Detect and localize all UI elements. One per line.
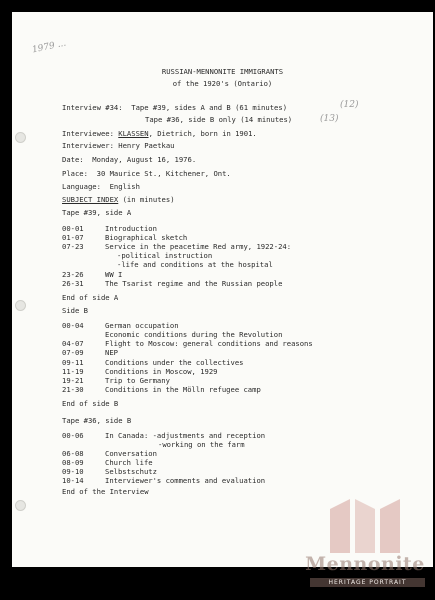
place-line: Place: 30 Maurice St., Kitchener, Ont. — [62, 169, 231, 178]
time-code: 23-26 — [62, 270, 84, 279]
date-line: Date: Monday, August 16, 1976. — [62, 155, 197, 164]
document-title: RUSSIAN-MENNONITE IMMIGRANTS — [161, 67, 284, 76]
punch-hole-top — [15, 132, 26, 143]
time-code: 26-31 — [62, 279, 84, 288]
interviewee-surname: KLASSEN — [118, 129, 149, 138]
interviewee-details: , Dietrich, born in 1901. — [148, 129, 257, 138]
topic: In Canada: -adjustments and reception — [105, 431, 266, 440]
time-code: 11-19 — [62, 367, 84, 376]
document-page — [12, 12, 433, 567]
punch-hole-bottom — [15, 500, 26, 511]
time-code: 09-11 — [62, 358, 84, 367]
tape39-side-a-heading: Tape #39, side A — [62, 208, 132, 217]
time-code: 07-23 — [62, 242, 84, 251]
time-code: 00-06 — [62, 431, 84, 440]
topic: German occupation — [105, 321, 179, 330]
handwritten-corner-note: 1979 ... — [31, 38, 68, 56]
subject-index-unit: (in minutes) — [118, 195, 175, 204]
topic: Introduction — [105, 224, 157, 233]
time-code: 01-07 — [62, 233, 84, 242]
side-b-heading: Side B — [62, 306, 88, 315]
topic: Conditions under the collectives — [105, 358, 244, 367]
interviewee-label: Interviewee: — [62, 129, 119, 138]
index-subtopic: -working on the farm — [158, 440, 245, 449]
subject-index-heading — [62, 196, 175, 204]
document-subtitle: of the 1920's (Ontario) — [172, 79, 273, 88]
watermark-subtitle: HERITAGE PORTRAIT — [310, 578, 425, 587]
topic: Interviewer's comments and evaluation — [105, 476, 266, 485]
index-subtopic: -life and conditions at the hospital — [117, 260, 273, 269]
time-code: 21-30 — [62, 385, 84, 394]
handwritten-note-1: (12) — [340, 100, 359, 110]
topic: Conditions in Moscow, 1929 — [105, 367, 218, 376]
topic: Selbstschutz — [105, 467, 157, 476]
topic: The Tsarist regime and the Russian people — [105, 279, 283, 288]
topic: NEP — [105, 348, 118, 357]
index-subtopic: Economic conditions during the Revolution — [105, 330, 283, 339]
topic: Biographical sketch — [105, 233, 188, 242]
end-of-interview: End of the Interview — [62, 487, 149, 496]
mennonite-heritage-watermark — [300, 495, 430, 595]
interviewee-line — [62, 130, 257, 138]
end-of-side-a: End of side A — [62, 293, 119, 302]
time-code: 04-07 — [62, 339, 84, 348]
tape-line: Tape #36, side B only (14 minutes) — [145, 115, 293, 124]
interview-line: Interview #34: Tape #39, sides A and B (61 minutes) — [62, 103, 288, 112]
topic: Trip to Germany — [105, 376, 170, 385]
topic: Conditions in the Mölln refugee camp — [105, 385, 261, 394]
time-code: 10-14 — [62, 476, 84, 485]
time-code: 07-09 — [62, 348, 84, 357]
topic: Flight to Moscow: general conditions and reasons — [105, 339, 313, 348]
topic: Church life — [105, 458, 153, 467]
topic: Service in the peacetime Red army, 1922-24: — [105, 242, 292, 251]
time-code: 08-09 — [62, 458, 84, 467]
time-code: 09-10 — [62, 467, 84, 476]
interviewer-line: Interviewer: Henry Paetkau — [62, 141, 175, 150]
topic: WW I — [105, 270, 123, 279]
mennonite-logo-icon — [300, 495, 430, 555]
time-code: 00-01 — [62, 224, 84, 233]
subject-index-label: SUBJECT INDEX — [62, 195, 119, 204]
tape36-heading: Tape #36, side B — [62, 416, 132, 425]
punch-hole-middle — [15, 300, 26, 311]
time-code: 06-08 — [62, 449, 84, 458]
watermark-wordmark: Mennonite — [305, 553, 425, 575]
time-code: 19-21 — [62, 376, 84, 385]
index-subtopic: -political instruction — [117, 251, 213, 260]
language-line: Language: English — [62, 182, 140, 191]
topic: Conversation — [105, 449, 157, 458]
handwritten-note-2: (13) — [320, 114, 339, 124]
end-of-side-b: End of side B — [62, 399, 119, 408]
time-code: 00-04 — [62, 321, 84, 330]
